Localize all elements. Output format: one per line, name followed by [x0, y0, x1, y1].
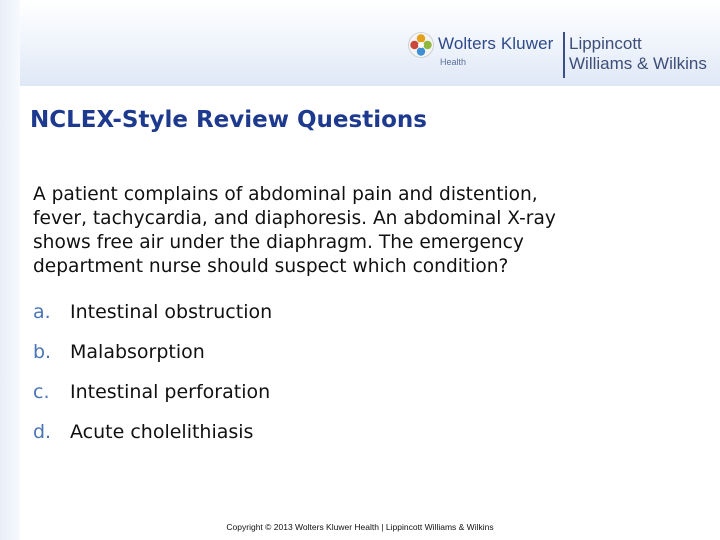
option-text: Intestinal perforation: [70, 381, 271, 403]
question-line: fever, tachycardia, and diaphoresis. An abdominal X-ray: [33, 208, 556, 229]
option-letter: d.: [33, 421, 52, 443]
question-text: [33, 183, 703, 279]
logo-brand-line-1: Lippincott: [569, 34, 642, 53]
option-text: Malabsorption: [70, 341, 205, 363]
wolters-kluwer-logo-icon: [408, 32, 434, 58]
copyright-footer: Copyright © 2013 Wolters Kluwer Health | Lippincott Williams & Wilkins: [226, 522, 494, 532]
logo-company-name: Wolters Kluwer: [438, 34, 554, 53]
logo-brand-line-2: Williams & Wilkins: [569, 54, 707, 73]
logo-divider: [563, 32, 565, 78]
option-text: Acute cholelithiasis: [70, 421, 254, 443]
answer-options: [33, 298, 272, 458]
option-letter: b.: [33, 341, 52, 363]
slide-title: NCLEX-Style Review Questions: [30, 107, 427, 133]
publisher-logo: [408, 30, 716, 78]
question-line: department nurse should suspect which condition?: [33, 256, 509, 277]
question-line: shows free air under the diaphragm. The emergency: [33, 232, 524, 253]
logo-division-name: Health: [440, 57, 467, 67]
answer-option-b: [33, 338, 272, 378]
left-decorative-stripe: [0, 0, 20, 540]
answer-option-c: [33, 378, 272, 418]
option-letter: c.: [33, 381, 50, 403]
answer-option-a: [33, 298, 272, 338]
option-text: Intestinal obstruction: [70, 301, 273, 323]
question-line: A patient complains of abdominal pain and distention,: [33, 184, 538, 205]
option-letter: a.: [33, 301, 51, 323]
answer-option-d: [33, 418, 272, 458]
